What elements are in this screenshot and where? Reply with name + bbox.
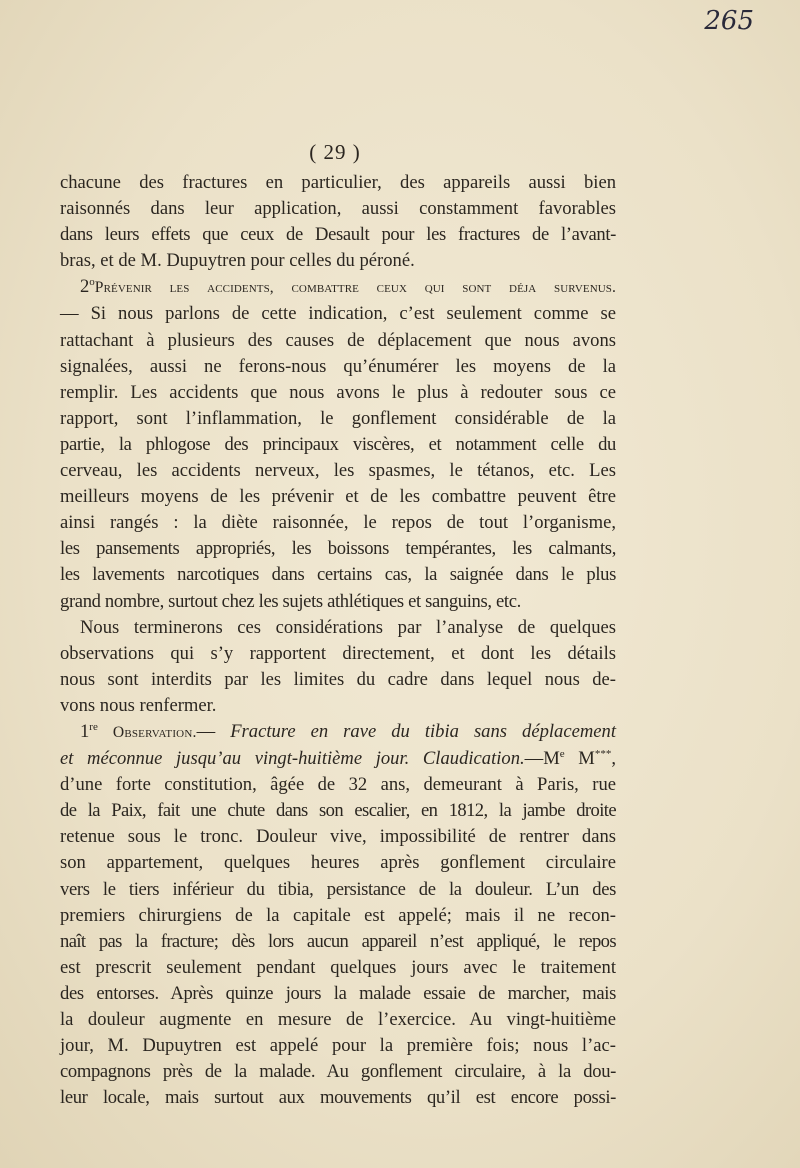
body-text xyxy=(60,170,616,1111)
text-line: signalées, aussi ne ferons-nous qu’énumérer les moyens de la xyxy=(60,355,616,377)
folio-mark: 265 xyxy=(704,6,754,36)
text-line: cerveau, les accidents nerveux, les spasmes, le tétanos, etc. Les xyxy=(60,460,616,482)
text-line: compagnons près de la malade. Au gonflement circulaire, à la dou- xyxy=(60,1061,616,1083)
text-line: Nous terminerons ces considérations par l’analyse de quelques xyxy=(80,616,616,638)
observation-title: Fracture en rave du tibia sans déplacement xyxy=(230,720,616,742)
text-line: bras, et de M. Dupuytren pour celles du péroné. xyxy=(60,250,415,272)
text-line: dans leurs effets que ceux de Desault pour les fractures de l’avant- xyxy=(60,224,616,246)
observation-heading-line xyxy=(60,719,616,746)
text-line: de la Paix, fait une chute dans son escalier, en 1812, la jambe droite xyxy=(60,800,616,822)
observation-number-sup: re xyxy=(89,720,98,733)
section-heading-line xyxy=(60,274,616,301)
text-line: rapport, sont l’inflammation, le gonflement considérable de la xyxy=(60,407,616,429)
text-line: naît pas la fracture; dès lors aucun appareil n’est appliqué, le repos xyxy=(60,930,616,952)
text-line: les lavements narcotiques dans certains cas, la saignée dans le plus xyxy=(60,564,616,586)
text-line: son appartement, quelques heures après gonflement circulaire xyxy=(60,852,616,874)
patient-prefix-sup: e xyxy=(559,747,565,760)
text-line: premiers chirurgiens de la capitale est appelé; mais il ne recon- xyxy=(60,904,616,926)
text-line: vers le tiers inférieur du tibia, persistance de la douleur. L’un des xyxy=(60,878,616,900)
text-line: leur locale, mais surtout aux mouvements qu’il est encore possi- xyxy=(60,1087,616,1109)
text-line: nous sont interdits par les limites du cadre dans lequel nous de- xyxy=(60,668,616,690)
text-line: vons nous renfermer. xyxy=(60,694,217,716)
section-number: 2 xyxy=(80,276,90,298)
patient-prefix: —M xyxy=(524,748,560,770)
text-line: meilleurs moyens de les prévenir et de les combattre peuvent être xyxy=(60,486,616,508)
observation-title-cont: et méconnue jusqu’au vingt-huitième jour. Claudication. xyxy=(60,748,525,770)
observation-number: 1 xyxy=(80,720,90,742)
section-heading: Prévenir les accidents, combattre ceux qui sont déja survenus. xyxy=(94,279,616,297)
text-line: d’une forte constitution, âgée de 32 ans, demeurant à Paris, rue xyxy=(60,774,616,796)
section-number-sup: o xyxy=(89,276,95,289)
text-line: ainsi rangés : la diète raisonnée, le repos de tout l’organisme, xyxy=(60,512,616,534)
text-line: jour, M. Dupuytren est appelé pour la première fois; nous l’ac- xyxy=(60,1035,616,1057)
patient-end: , xyxy=(611,748,616,770)
text-line: la douleur augmente en mesure de l’exercice. Au vingt-huitième xyxy=(60,1009,616,1030)
observation-subtitle-line xyxy=(60,746,616,772)
text-line: chacune des fractures en particulier, des appareils aussi bien xyxy=(60,172,616,193)
text-line: observations qui s’y rapportent directement, et dont les détails xyxy=(60,642,616,664)
text-line: les pansements appropriés, les boissons tempérantes, les calmants, xyxy=(60,538,616,560)
text-line: remplir. Les accidents que nous avons le plus à redouter sous ce xyxy=(60,381,616,403)
text-line: rattachant à plusieurs des causes de déplacement que nous avons xyxy=(60,329,616,351)
text-line: est prescrit seulement pendant quelques jours avec le traitement xyxy=(60,956,616,978)
text-line: retenue sous le tronc. Douleur vive, impossibilité de rentrer dans xyxy=(60,826,616,848)
text-line: des entorses. Après quinze jours la malade essaie de marcher, mais xyxy=(60,982,616,1004)
page-number: ( 29 ) xyxy=(309,140,361,164)
text-line: raisonnés dans leur application, aussi constamment favorables xyxy=(60,198,616,220)
text-line: grand nombre, surtout chez les sujets athlétiques et sanguins, etc. xyxy=(60,590,521,612)
text-line: partie, la phlogose des principaux viscères, et notamment celle du xyxy=(60,433,616,455)
text-line: — Si nous parlons de cette indication, c’est seulement comme se xyxy=(60,303,616,325)
patient-name-sup: *** xyxy=(594,747,612,760)
observation-dash: — xyxy=(196,720,231,742)
patient-name: M xyxy=(564,748,595,770)
observation-heading: Observation. xyxy=(112,723,197,741)
